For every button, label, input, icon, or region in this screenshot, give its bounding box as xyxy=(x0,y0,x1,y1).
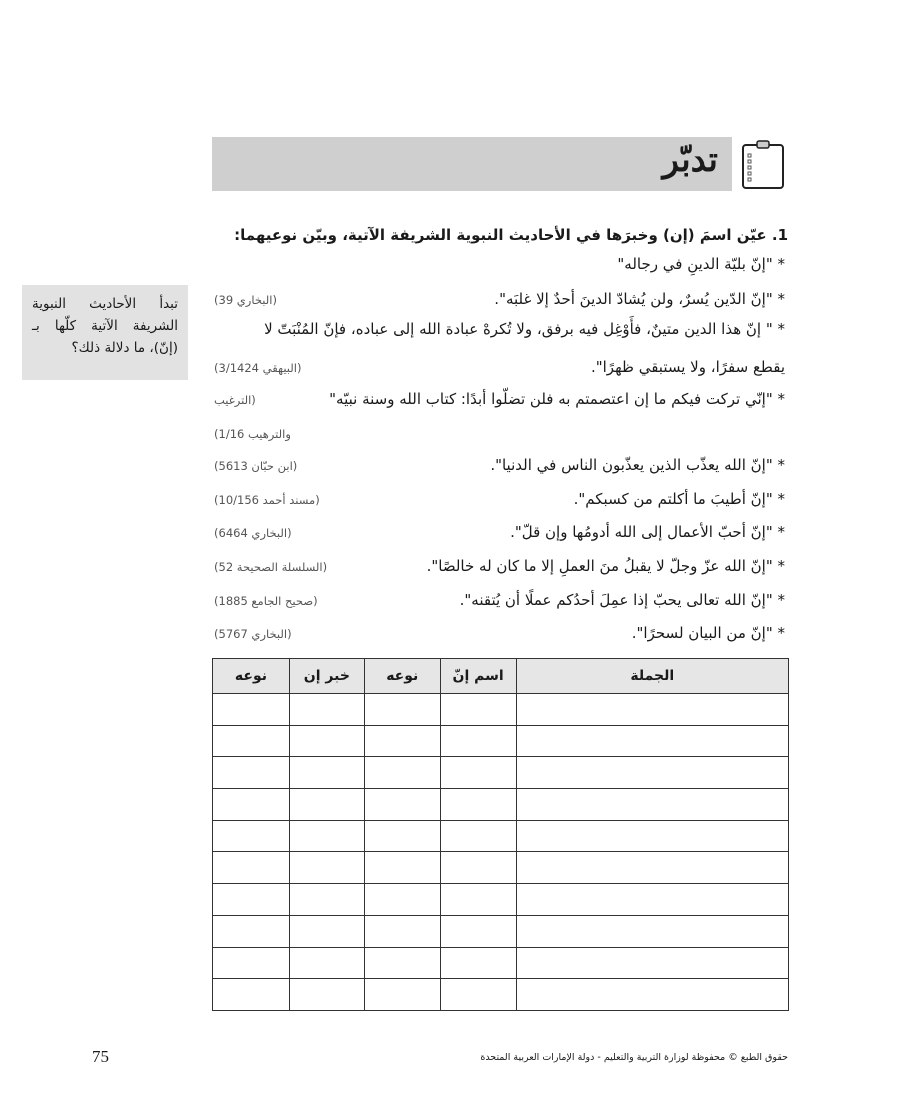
hadith-line: يقطع سفرًا، ولا يستبقي ظهرًا". xyxy=(590,358,785,376)
hadith-citation: والترهيب 1/16) xyxy=(214,427,291,441)
table-row xyxy=(213,820,789,852)
answer-cell[interactable] xyxy=(289,820,364,852)
answer-cell[interactable] xyxy=(440,915,516,947)
table-row xyxy=(213,884,789,916)
answer-cell[interactable] xyxy=(364,789,440,821)
answer-cell[interactable] xyxy=(516,757,788,789)
answer-cell[interactable] xyxy=(516,820,788,852)
table-row xyxy=(213,947,789,979)
answer-cell[interactable] xyxy=(213,789,290,821)
hadith-citation: (الترغيب xyxy=(214,393,256,407)
answer-cell[interactable] xyxy=(289,884,364,916)
hadith-line: * "إنّ أطيبَ ما أكلتم من كسبكم". xyxy=(573,490,785,508)
col-inna-noun: اسم إنّ xyxy=(440,659,516,694)
answer-cell[interactable] xyxy=(213,694,290,726)
hadith-line: * "إنّ الله تعالى يحبّ إذا عمِلَ أحدُكم عملًا أن يُتقنه". xyxy=(459,591,785,609)
answer-cell[interactable] xyxy=(364,852,440,884)
answer-cell[interactable] xyxy=(364,947,440,979)
table-row xyxy=(213,757,789,789)
header-bar xyxy=(212,137,732,191)
hadith-citation: (مسند أحمد 10/156) xyxy=(214,493,320,507)
answer-cell[interactable] xyxy=(289,979,364,1011)
answer-cell[interactable] xyxy=(440,852,516,884)
answer-cell[interactable] xyxy=(364,757,440,789)
answer-cell[interactable] xyxy=(440,757,516,789)
hadith-line: * "إنّ الله يعذّب الذين يعذّبون الناس في الدنيا". xyxy=(490,456,785,474)
answer-cell[interactable] xyxy=(289,725,364,757)
answer-cell[interactable] xyxy=(364,884,440,916)
table-row xyxy=(213,789,789,821)
answer-cell[interactable] xyxy=(289,852,364,884)
answer-cell[interactable] xyxy=(364,820,440,852)
answer-cell[interactable] xyxy=(516,694,788,726)
hadith-citation: (البيهقي 3/1424) xyxy=(214,361,302,375)
answer-cell[interactable] xyxy=(364,979,440,1011)
answer-cell[interactable] xyxy=(213,915,290,947)
hadith-citation: (البخاري 39) xyxy=(214,293,277,307)
hadith-line: * "إنّ الدّين يُسرٌ، ولن يُشادّ الدينَ أحدٌ إلا غلبَه". xyxy=(494,290,785,308)
hadith-line: * "إنّ أحبّ الأعمال إلى الله أدومُها وإن قلّ". xyxy=(510,523,785,541)
side-note: تبدأ الأحاديث النبوية الشريفة الآتية كلّها بـ (إنّ)، ما دلالة ذلك؟ xyxy=(22,285,188,380)
hadith-citation: (صحيح الجامع 1885) xyxy=(214,594,318,608)
answer-cell[interactable] xyxy=(440,979,516,1011)
answer-cell[interactable] xyxy=(440,820,516,852)
answer-cell[interactable] xyxy=(516,789,788,821)
answer-cell[interactable] xyxy=(289,789,364,821)
table-row xyxy=(213,979,789,1011)
answer-cell[interactable] xyxy=(289,915,364,947)
answer-cell[interactable] xyxy=(289,947,364,979)
col-predicate-type: نوعه xyxy=(213,659,290,694)
answer-cell[interactable] xyxy=(516,725,788,757)
answer-cell[interactable] xyxy=(289,694,364,726)
answer-cell[interactable] xyxy=(516,852,788,884)
table-row xyxy=(213,725,789,757)
copyright-footer: حقوق الطبع © محفوظة لوزارة التربية والتعليم - دولة الإمارات العربية المتحدة xyxy=(480,1052,788,1063)
answer-cell[interactable] xyxy=(440,694,516,726)
answer-cell[interactable] xyxy=(440,947,516,979)
answer-table xyxy=(212,658,789,1011)
hadith-citation: (ابن حبّان 5613) xyxy=(214,459,298,473)
answer-cell[interactable] xyxy=(440,725,516,757)
answer-cell[interactable] xyxy=(440,884,516,916)
answer-cell[interactable] xyxy=(289,757,364,789)
table-row xyxy=(213,694,789,726)
answer-cell[interactable] xyxy=(364,915,440,947)
table-row xyxy=(213,852,789,884)
clipboard-checklist-icon xyxy=(740,140,786,190)
answer-cell[interactable] xyxy=(440,789,516,821)
answer-cell[interactable] xyxy=(213,852,290,884)
hadith-line: * "إنّ الله عزّ وجلّ لا يقبلُ منَ العملِ إلا ما كان له خالصًا". xyxy=(426,557,785,575)
hadith-line: * "إنّ من البيان لسحرًا". xyxy=(631,624,785,642)
answer-cell[interactable] xyxy=(516,915,788,947)
hadith-line: * " إنّ هذا الدين متينٌ، فأَوْغِل فيه برفق، ولا تُكرهْ عبادة الله إلى عباده، فإنّ المُنْبَتّ لا xyxy=(264,320,785,338)
answer-cell[interactable] xyxy=(213,884,290,916)
section-title: تدبّر xyxy=(662,140,718,180)
answer-cell[interactable] xyxy=(364,725,440,757)
hadith-citation: (البخاري 6464) xyxy=(214,526,292,540)
answer-cell[interactable] xyxy=(213,725,290,757)
page-number: 75 xyxy=(92,1047,109,1066)
hadith-line: * "إنّي تركت فيكم ما إن اعتصمتم به فلن تضلّوا أبدًا: كتاب الله وسنة نبيّه" xyxy=(329,390,785,408)
answer-cell[interactable] xyxy=(213,820,290,852)
answer-cell[interactable] xyxy=(213,947,290,979)
question-1: 1. عيّن اسمَ (إن) وخبرَها في الأحاديث النبوية الشريفة الآتية، وبيّن نوعيهما: xyxy=(234,226,788,244)
col-inna-predicate: خبر إن xyxy=(289,659,364,694)
table-row xyxy=(213,915,789,947)
answer-cell[interactable] xyxy=(213,757,290,789)
col-noun-type: نوعه xyxy=(364,659,440,694)
hadith-citation: (البخاري 5767) xyxy=(214,627,292,641)
answer-cell[interactable] xyxy=(516,979,788,1011)
hadith-line: * "إنّ بليّة الدينِ في رجاله" xyxy=(617,255,785,273)
answer-cell[interactable] xyxy=(516,884,788,916)
col-sentence: الجملة xyxy=(516,659,788,694)
answer-cell[interactable] xyxy=(364,694,440,726)
hadith-citation: (السلسلة الصحيحة 52) xyxy=(214,560,328,574)
answer-cell[interactable] xyxy=(516,947,788,979)
answer-cell[interactable] xyxy=(213,979,290,1011)
